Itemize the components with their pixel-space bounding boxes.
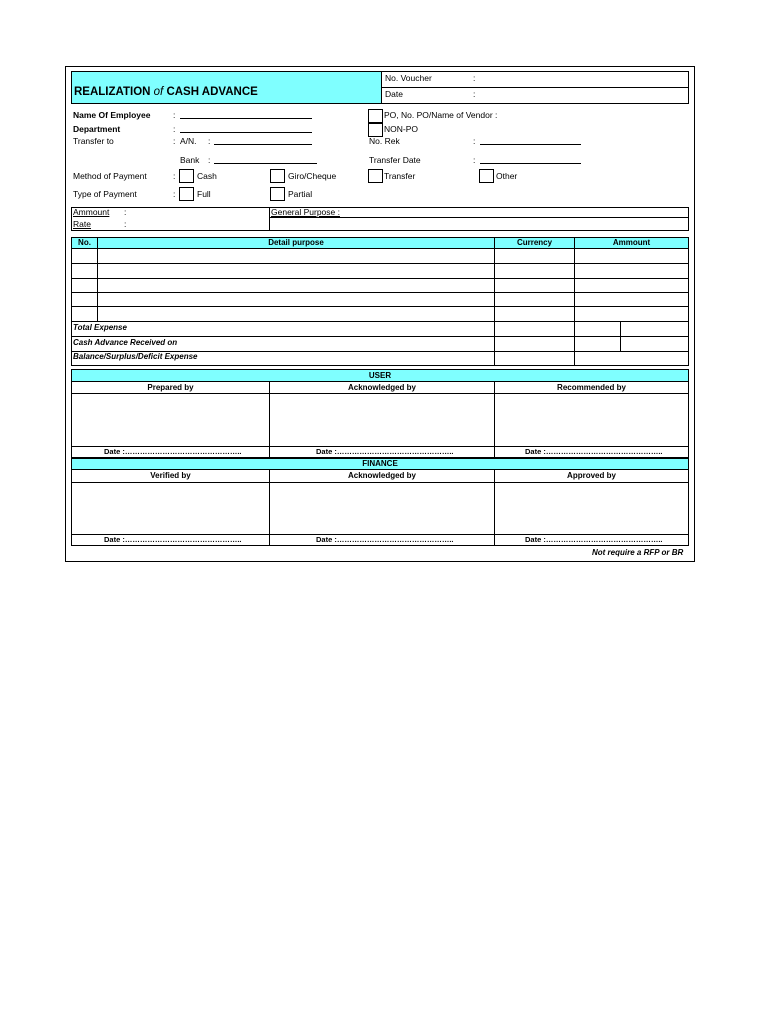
partial-checkbox[interactable] <box>270 187 285 201</box>
voucher-date-label: Date <box>385 89 403 99</box>
name-of-employee-field[interactable] <box>180 118 312 119</box>
rate-label: Rate <box>73 219 91 229</box>
col-amount-header: Ammount <box>612 238 651 247</box>
amount-field[interactable] <box>130 208 265 217</box>
verified-by-date[interactable]: Date :……………………………………….. <box>104 535 242 544</box>
an-label: A/N. <box>180 136 197 146</box>
footer-note: Not require a RFP or BR <box>592 548 684 557</box>
no-rek-label: No. Rek <box>369 136 400 146</box>
no-voucher-field[interactable] <box>480 72 685 86</box>
partial-label: Partial <box>288 189 313 199</box>
table-row[interactable] <box>72 264 688 277</box>
no-voucher-label: No. Voucher <box>385 73 432 83</box>
cash-checkbox[interactable] <box>179 169 194 183</box>
cash-advance-received-label: Cash Advance Received on <box>73 338 178 347</box>
prepared-by-signature[interactable] <box>72 394 269 445</box>
an-field[interactable] <box>214 144 312 145</box>
transfer-checkbox[interactable] <box>368 169 383 183</box>
general-purpose-field[interactable] <box>271 218 686 230</box>
transfer-date-label: Transfer Date <box>369 155 421 165</box>
po-vendor-label: PO, No. PO/Name of Vendor : <box>384 110 498 120</box>
col-detail-header: Detail purpose <box>268 238 324 247</box>
bank-field[interactable] <box>214 163 317 164</box>
rate-field[interactable] <box>130 219 265 229</box>
finance-acknowledged-date[interactable]: Date :……………………………………….. <box>316 535 454 544</box>
balance-label: Balance/Surplus/Deficit Expense <box>73 352 198 361</box>
cash-label: Cash <box>197 171 217 181</box>
department-label: Department <box>73 124 121 134</box>
verified-by-signature[interactable] <box>72 483 269 533</box>
full-label: Full <box>197 189 211 199</box>
recommended-by-label: Recommended by <box>557 383 626 392</box>
type-of-payment-label: Type of Payment <box>73 189 137 199</box>
name-of-employee-label: Name Of Employee <box>73 110 151 120</box>
approved-by-label: Approved by <box>567 471 616 480</box>
full-checkbox[interactable] <box>179 187 194 201</box>
no-rek-field[interactable] <box>480 144 581 145</box>
user-acknowledged-by-label: Acknowledged by <box>347 383 416 392</box>
recommended-by-signature[interactable] <box>495 394 688 445</box>
user-section-title: USER <box>368 371 392 380</box>
user-acknowledged-signature[interactable] <box>270 394 494 445</box>
form-title: REALIZATION of CASH ADVANCE <box>74 86 258 98</box>
giro-cheque-label: Giro/Cheque <box>288 171 337 181</box>
table-row[interactable] <box>72 249 688 262</box>
other-checkbox[interactable] <box>479 169 494 183</box>
prepared-by-label: Prepared by <box>147 383 194 392</box>
department-field[interactable] <box>180 132 312 133</box>
method-of-payment-label: Method of Payment <box>73 171 147 181</box>
approved-by-signature[interactable] <box>495 483 688 533</box>
prepared-by-date[interactable]: Date :……………………………………….. <box>104 447 242 456</box>
giro-cheque-checkbox[interactable] <box>270 169 285 183</box>
total-expense-label: Total Expense <box>73 323 127 332</box>
recommended-by-date[interactable]: Date :……………………………………….. <box>525 447 663 456</box>
amount-label: Ammount <box>73 207 110 217</box>
transfer-date-field[interactable] <box>480 163 581 164</box>
transfer-label: Transfer <box>384 171 416 181</box>
table-row[interactable] <box>72 279 688 291</box>
table-row[interactable] <box>72 293 688 305</box>
verified-by-label: Verified by <box>150 471 191 480</box>
col-currency-header: Currency <box>516 238 553 247</box>
voucher-date-field[interactable] <box>480 88 685 102</box>
po-vendor-checkbox[interactable] <box>368 109 383 123</box>
finance-section-title: FINANCE <box>362 459 398 468</box>
col-no-header: No. <box>78 238 91 247</box>
non-po-label: NON-PO <box>384 124 418 134</box>
finance-acknowledged-by-label: Acknowledged by <box>347 471 416 480</box>
general-purpose-label: General Purpose : <box>271 207 340 217</box>
finance-acknowledged-signature[interactable] <box>270 483 494 533</box>
transfer-to-label: Transfer to <box>73 136 114 146</box>
non-po-checkbox[interactable] <box>368 123 383 137</box>
other-label: Other <box>496 171 518 181</box>
table-row[interactable] <box>72 307 688 320</box>
approved-by-date[interactable]: Date :……………………………………….. <box>525 535 663 544</box>
user-acknowledged-date[interactable]: Date :……………………………………….. <box>316 447 454 456</box>
bank-label: Bank <box>180 155 200 165</box>
